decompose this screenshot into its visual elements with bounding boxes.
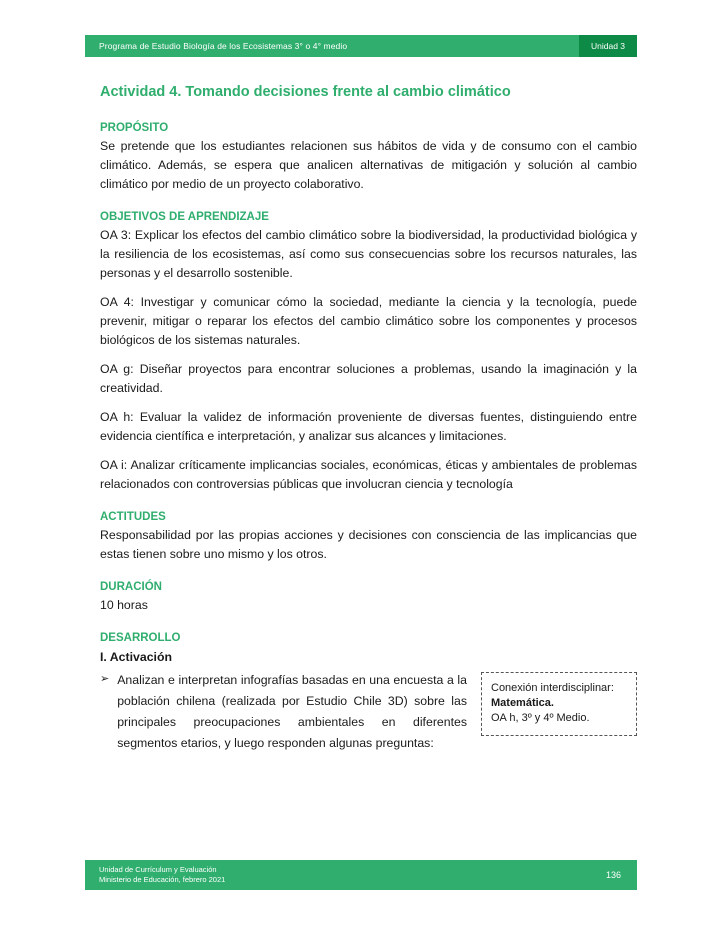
section-heading-objetivos: OBJETIVOS DE APRENDIZAJE <box>100 211 269 223</box>
header-bar <box>85 35 637 57</box>
footer-bar <box>85 860 637 890</box>
actitudes-body: Responsabilidad por las propias acciones y decisiones con consciencia de las implicancias que estas tienen sobre uno mismo y los otros. <box>100 528 637 561</box>
section-heading-desarrollo: DESARROLLO <box>100 632 181 644</box>
connection-line3: OA h, 3º y 4º Medio. <box>491 712 590 724</box>
section-heading-actitudes: ACTITUDES <box>100 511 166 523</box>
footer-credits <box>85 865 606 885</box>
objetivo-oa3: OA 3: Explicar los efectos del cambio climático sobre la biodiversidad, la productividad biológica y la resiliencia de los ecosistemas, así como sus consecuencias sobre los recursos naturales, las personas y el desarrollo sostenible. <box>100 228 637 280</box>
activity-title: Actividad 4. Tomando decisiones frente al cambio climático <box>100 84 511 100</box>
header-program-title: Programa de Estudio Biología de los Ecosistemas 3° o 4° medio <box>99 41 348 51</box>
connection-line1: Conexión interdisciplinar: <box>491 682 614 694</box>
arrow-bullet-icon: ➢ <box>100 673 110 685</box>
page-number: 136 <box>605 870 621 880</box>
objetivo-oa4: OA 4: Investigar y comunicar cómo la sociedad, mediante la ciencia y la tecnología, puede prevenir, mitigar o reparar los efectos del cambio climático sobre los componentes y procesos biológicos de los sistemas naturales. <box>100 295 637 347</box>
objetivo-oai: OA i: Analizar críticamente implicancias sociales, económicas, éticas y ambientales de problemas relacionados con controversias públicas que involucran ciencia y tecnología <box>100 458 637 491</box>
list-item <box>100 670 467 754</box>
footer-line1: Unidad de Currículum y Evaluación <box>99 865 217 874</box>
duracion-body: 10 horas <box>100 598 148 612</box>
activation-bullet-text: Analizan e interpretan infografías basadas en una encuesta a la población chilena (realizada por Estudio Chile 3D) sobre las principales preocupaciones ambientales en diferentes segmentos etarios, y luego responden algunas preguntas: <box>117 673 467 750</box>
section-heading-duracion: DURACIÓN <box>100 581 162 593</box>
connection-line2: Matemática. <box>491 697 554 709</box>
unit-badge: Unidad 3 <box>579 35 637 57</box>
activation-row <box>100 670 637 754</box>
activation-subheading: I. Activación <box>100 650 172 664</box>
page-content <box>100 84 637 754</box>
section-heading-proposito: PROPÓSITO <box>100 122 169 134</box>
objetivo-oag: OA g: Diseñar proyectos para encontrar soluciones a problemas, usando la imaginación y la creatividad. <box>100 362 637 395</box>
interdisciplinary-connection-box <box>481 672 637 736</box>
objetivo-oah: OA h: Evaluar la validez de información proveniente de diversas fuentes, distinguiendo entre evidencia científica e interpretación, y analizar sus alcances y limitaciones. <box>100 410 637 443</box>
footer-line2: Ministerio de Educación, febrero 2021 <box>99 875 226 884</box>
proposito-body: Se pretende que los estudiantes relacionen sus hábitos de vida y de consumo con el cambio climático. Además, se espera que analicen alternativas de mitigación y solución al cambio climático por medio de un proyecto colaborativo. <box>100 139 637 191</box>
